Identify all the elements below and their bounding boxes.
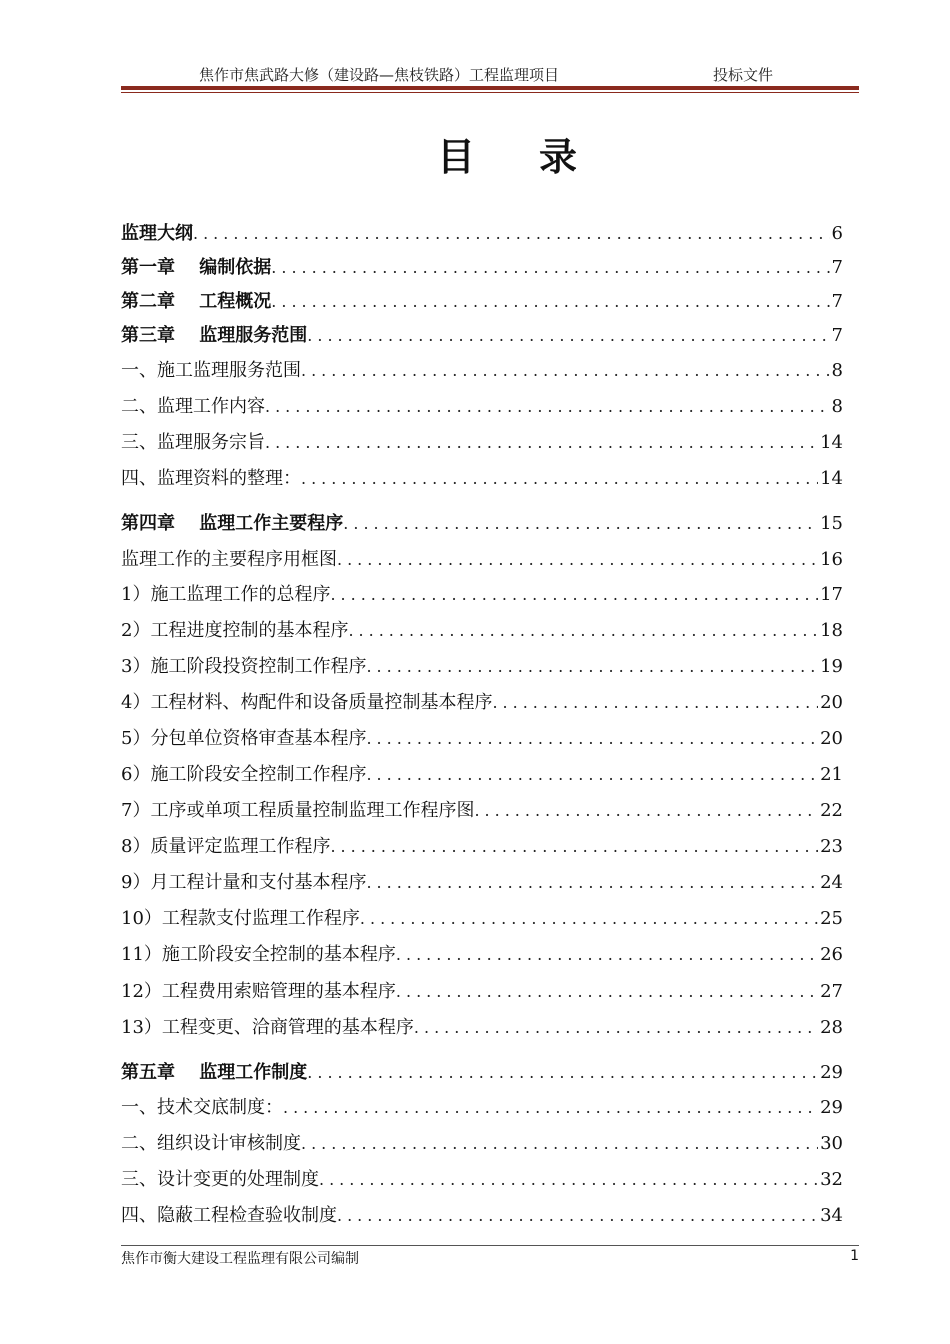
toc-entry-label: 监理大纲 bbox=[121, 223, 193, 244]
toc-entry-page: 23 bbox=[820, 836, 843, 857]
toc-leader-dots bbox=[414, 1013, 818, 1043]
toc-entry-page: 7 bbox=[831, 257, 843, 278]
toc-entry[interactable] bbox=[121, 509, 843, 539]
toc-entry[interactable] bbox=[121, 796, 843, 826]
header-rule-thick bbox=[121, 86, 859, 90]
toc-entry-page: 16 bbox=[820, 549, 843, 570]
toc-leader-dots bbox=[366, 868, 818, 898]
toc-leader-dots bbox=[366, 652, 818, 682]
toc-leader-dots bbox=[301, 356, 830, 386]
toc-entry-label: 12）工程费用索赔管理的基本程序 bbox=[121, 981, 396, 1002]
toc-entry-label: 13）工程变更、洽商管理的基本程序 bbox=[121, 1017, 414, 1038]
page-header bbox=[121, 62, 859, 88]
toc-entry-label: 二、组织设计审核制度 bbox=[121, 1133, 301, 1154]
toc-entry-page: 6 bbox=[831, 223, 843, 244]
toc-leader-dots bbox=[348, 616, 818, 646]
toc-entry-label: 四、监理资料的整理： bbox=[121, 468, 301, 489]
toc-entry-label: 二、监理工作内容 bbox=[121, 396, 265, 417]
toc-entry-label: 四、隐蔽工程检查验收制度 bbox=[121, 1205, 337, 1226]
header-rule-thin bbox=[121, 92, 859, 93]
toc-leader-dots bbox=[307, 1058, 818, 1088]
toc-leader-dots bbox=[492, 688, 818, 718]
toc-entry-page: 15 bbox=[820, 513, 843, 534]
toc-entry-label: 2）工程进度控制的基本程序 bbox=[121, 620, 349, 641]
toc-entry-page: 26 bbox=[820, 944, 843, 965]
toc-leader-dots bbox=[343, 509, 818, 539]
page-title: 目录 bbox=[436, 135, 641, 179]
toc-entry-page: 17 bbox=[820, 584, 843, 605]
toc-entry-page: 18 bbox=[820, 620, 843, 641]
toc-entry-page: 27 bbox=[820, 981, 843, 1002]
toc-entry[interactable] bbox=[121, 1093, 843, 1123]
toc-entry[interactable] bbox=[121, 392, 843, 422]
footer-company: 焦作市衡大建设工程监理有限公司编制 bbox=[121, 1251, 359, 1267]
toc-entry-page: 19 bbox=[820, 656, 843, 677]
toc-entry-label: 4）工程材料、构配件和设备质量控制基本程序 bbox=[121, 692, 493, 713]
toc-entry[interactable] bbox=[121, 356, 843, 386]
toc-entry-label: 三、监理服务宗旨 bbox=[121, 432, 265, 453]
toc-entry[interactable] bbox=[121, 1165, 843, 1195]
toc-entry[interactable] bbox=[121, 428, 843, 458]
toc-entry[interactable] bbox=[121, 724, 843, 754]
toc-entry-page: 14 bbox=[820, 432, 843, 453]
toc-entry[interactable] bbox=[121, 464, 843, 494]
toc-entry-page: 24 bbox=[820, 872, 843, 893]
toc-entry-page: 22 bbox=[820, 800, 843, 821]
toc-entry[interactable] bbox=[121, 688, 843, 718]
toc-entry[interactable] bbox=[121, 253, 843, 283]
toc-entry-label: 监理工作的主要程序用框图 bbox=[121, 549, 337, 570]
toc-entry[interactable] bbox=[121, 1058, 843, 1088]
toc-entry-label: 第一章 编制依据 bbox=[121, 257, 272, 278]
toc-entry-label: 第三章 监理服务范围 bbox=[121, 325, 308, 346]
toc-entry[interactable] bbox=[121, 832, 843, 862]
toc-entry[interactable] bbox=[121, 977, 843, 1007]
toc-leader-dots bbox=[271, 253, 829, 283]
toc-entry-label: 7）工序或单项工程质量控制监理工作程序图 bbox=[121, 800, 475, 821]
toc-entry[interactable] bbox=[121, 287, 843, 317]
toc-leader-dots bbox=[396, 940, 818, 970]
toc-leader-dots bbox=[301, 1129, 818, 1159]
toc-leader-dots bbox=[337, 1201, 818, 1231]
header-project-title: 焦作市焦武路大修（建设路—焦枝铁路）工程监理项目 bbox=[199, 66, 560, 84]
toc-entry[interactable] bbox=[121, 904, 843, 934]
toc-leader-dots bbox=[265, 392, 830, 422]
toc-entry[interactable] bbox=[121, 868, 843, 898]
toc-entry-page: 8 bbox=[831, 360, 843, 381]
toc-entry[interactable] bbox=[121, 580, 843, 610]
toc-entry-page: 21 bbox=[820, 764, 843, 785]
toc-entry-label: 10）工程款支付监理工作程序 bbox=[121, 908, 360, 929]
toc-entry-page: 20 bbox=[820, 692, 843, 713]
toc-entry-label: 1）施工监理工作的总程序 bbox=[121, 584, 331, 605]
toc-leader-dots bbox=[337, 545, 818, 575]
toc-entry-label: 11）施工阶段安全控制的基本程序 bbox=[121, 944, 396, 965]
toc-entry-label: 8）质量评定监理工作程序 bbox=[121, 836, 331, 857]
toc-leader-dots bbox=[360, 904, 818, 934]
toc-entry-page: 8 bbox=[831, 396, 843, 417]
toc-leader-dots bbox=[283, 1093, 818, 1123]
toc-entry-label: 三、设计变更的处理制度 bbox=[121, 1169, 319, 1190]
toc-entry-label: 5）分包单位资格审查基本程序 bbox=[121, 728, 367, 749]
toc-entry[interactable] bbox=[121, 616, 843, 646]
toc-leader-dots bbox=[319, 1165, 818, 1195]
page-footer bbox=[121, 1245, 859, 1268]
toc-leader-dots bbox=[396, 977, 818, 1007]
toc-entry[interactable] bbox=[121, 1013, 843, 1043]
toc-entry[interactable] bbox=[121, 545, 843, 575]
toc-entry-page: 30 bbox=[820, 1133, 843, 1154]
toc-entry[interactable] bbox=[121, 1201, 843, 1231]
toc-leader-dots bbox=[271, 287, 829, 317]
toc-entry[interactable] bbox=[121, 1129, 843, 1159]
toc-leader-dots bbox=[330, 580, 818, 610]
toc-leader-dots bbox=[193, 219, 830, 249]
toc-entry-page: 14 bbox=[820, 468, 843, 489]
toc-entry[interactable] bbox=[121, 219, 843, 249]
toc-leader-dots bbox=[366, 760, 818, 790]
toc-entry-label: 3）施工阶段投资控制工作程序 bbox=[121, 656, 367, 677]
toc-entry-page: 25 bbox=[820, 908, 843, 929]
toc-leader-dots bbox=[330, 832, 818, 862]
toc-entry-label: 6）施工阶段安全控制工作程序 bbox=[121, 764, 367, 785]
toc-entry[interactable] bbox=[121, 652, 843, 682]
toc-entry-label: 第五章 监理工作制度 bbox=[121, 1062, 308, 1083]
toc-leader-dots bbox=[307, 321, 829, 351]
toc-entry-label: 第二章 工程概况 bbox=[121, 291, 272, 312]
toc-entry[interactable] bbox=[121, 760, 843, 790]
toc-leader-dots bbox=[301, 464, 818, 494]
toc-entry-page: 7 bbox=[831, 325, 843, 346]
toc-entry-page: 34 bbox=[820, 1205, 843, 1226]
toc-entry-page: 28 bbox=[820, 1017, 843, 1038]
toc-entry[interactable] bbox=[121, 940, 843, 970]
toc-entry[interactable] bbox=[121, 321, 843, 351]
toc-entry-label: 一、施工监理服务范围 bbox=[121, 360, 301, 381]
toc-entry-page: 32 bbox=[820, 1169, 843, 1190]
toc-entry-page: 20 bbox=[820, 728, 843, 749]
footer-page-number: 1 bbox=[850, 1248, 859, 1264]
toc-entry-page: 29 bbox=[820, 1062, 843, 1083]
header-doc-type: 投标文件 bbox=[713, 66, 774, 84]
toc-leader-dots bbox=[474, 796, 818, 826]
toc-leader-dots bbox=[366, 724, 818, 754]
toc-entry-label: 一、技术交底制度： bbox=[121, 1097, 283, 1118]
toc-entry-label: 第四章 监理工作主要程序 bbox=[121, 513, 344, 534]
toc-entry-page: 7 bbox=[831, 291, 843, 312]
toc-entry-label: 9）月工程计量和支付基本程序 bbox=[121, 872, 367, 893]
toc-leader-dots bbox=[265, 428, 818, 458]
toc-entry-page: 29 bbox=[820, 1097, 843, 1118]
